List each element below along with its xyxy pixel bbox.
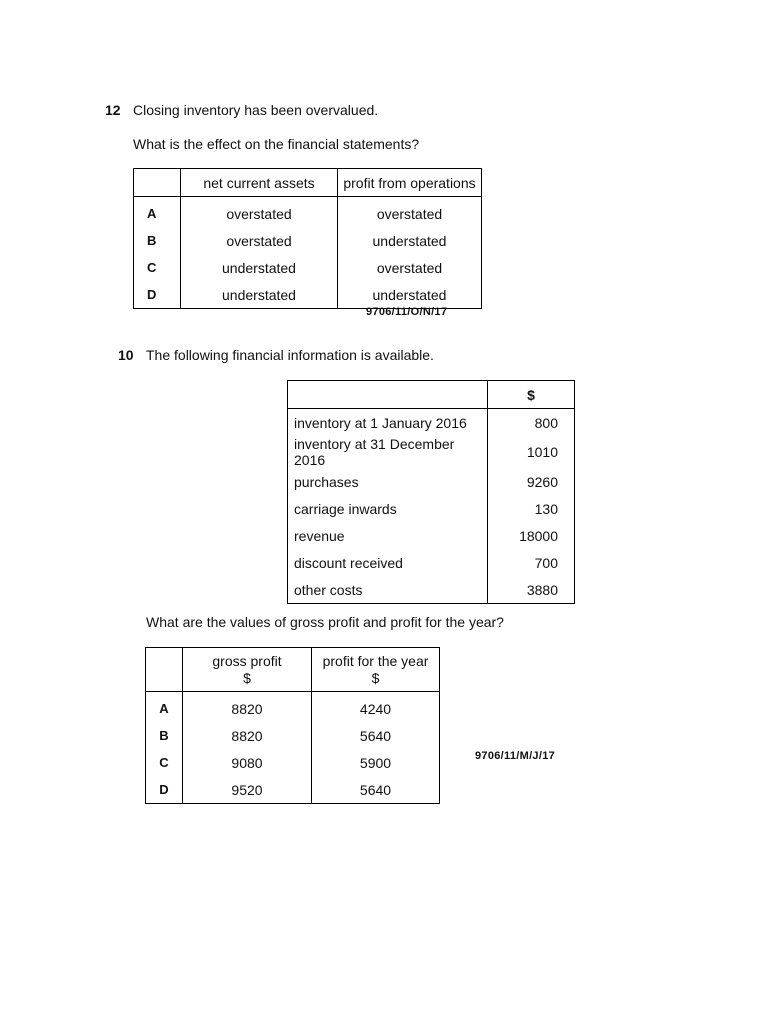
option-label: C <box>134 254 181 281</box>
header-blank-cell <box>134 169 181 197</box>
table-row <box>146 722 440 749</box>
table-row <box>288 549 575 576</box>
table-row <box>134 227 482 254</box>
table-header-row <box>134 169 482 197</box>
question-12-reference: 9706/11/O/N/17 <box>366 306 448 318</box>
item-value: 130 <box>534 500 558 517</box>
header-unit: $ <box>243 669 251 686</box>
table-row <box>288 468 575 495</box>
table-cell: overstated <box>181 200 338 227</box>
question-10-reference: 9706/11/M/J/17 <box>475 750 556 762</box>
header-currency: $ <box>488 381 575 409</box>
option-label: A <box>134 200 181 227</box>
table-row <box>134 254 482 281</box>
question-12-number: 12 <box>105 102 121 118</box>
question-12-stem: Closing inventory has been overvalued. <box>133 102 379 118</box>
question-10-prompt: What are the values of gross profit and profit for the year? <box>146 614 504 630</box>
table-row <box>146 695 440 722</box>
table-row <box>146 776 440 804</box>
table-cell: 4240 <box>359 700 392 717</box>
table-row <box>288 522 575 549</box>
header-net-current-assets: net current assets <box>181 169 338 197</box>
header-gross-profit <box>183 648 312 692</box>
header-profit-from-operations: profit from operations <box>338 169 482 197</box>
question-10-options-table <box>145 647 440 804</box>
table-cell: overstated <box>376 205 443 222</box>
table-cell: 5900 <box>359 754 392 771</box>
header-title: profit for the year <box>322 652 429 669</box>
header-title: gross profit <box>212 652 282 669</box>
table-row <box>288 495 575 522</box>
table-header-row <box>288 381 575 409</box>
table-cell: overstated <box>181 227 338 254</box>
table-cell: 8820 <box>183 695 312 722</box>
table-row <box>288 576 575 604</box>
table-row <box>134 200 482 227</box>
header-unit: $ <box>371 669 380 686</box>
table-cell: 5640 <box>359 727 392 744</box>
table-cell: understated <box>181 254 338 281</box>
question-10-stem: The following financial information is available. <box>146 347 434 363</box>
table-cell: 8820 <box>183 722 312 749</box>
table-cell: 5640 <box>359 781 392 798</box>
option-label: B <box>134 227 181 254</box>
item-label: inventory at 1 January 2016 <box>288 409 488 437</box>
item-label: purchases <box>288 468 488 495</box>
table-cell: 9520 <box>183 776 312 804</box>
table-row <box>146 749 440 776</box>
item-label: other costs <box>288 576 488 604</box>
table-cell: understated <box>181 281 338 309</box>
table-row <box>288 436 575 468</box>
item-value: 18000 <box>519 527 558 544</box>
financial-information-table <box>287 380 575 604</box>
option-label: D <box>146 776 183 804</box>
option-label: D <box>134 281 181 309</box>
table-cell: 9080 <box>183 749 312 776</box>
item-label: revenue <box>288 522 488 549</box>
table-cell: overstated <box>376 259 443 276</box>
question-12-prompt: What is the effect on the financial statements? <box>133 136 420 152</box>
item-value: 800 <box>534 414 558 431</box>
item-label: inventory at 31 December 2016 <box>288 436 488 468</box>
header-profit-for-the-year <box>312 648 440 692</box>
item-label: discount received <box>288 549 488 576</box>
item-label: carriage inwards <box>288 495 488 522</box>
item-value: 1010 <box>526 444 558 460</box>
header-blank-cell <box>146 648 183 692</box>
header-blank-cell <box>288 381 488 409</box>
table-header-row <box>146 648 440 692</box>
question-12-options-table <box>133 168 482 309</box>
item-value: 700 <box>534 554 558 571</box>
question-10-number: 10 <box>118 347 134 363</box>
table-row <box>134 281 482 309</box>
table-cell: understated <box>372 232 447 249</box>
table-cell: understated <box>372 286 447 303</box>
option-label: A <box>146 695 183 722</box>
table-row <box>288 409 575 437</box>
option-label: B <box>146 722 183 749</box>
item-value: 9260 <box>526 473 558 490</box>
option-label: C <box>146 749 183 776</box>
item-value: 3880 <box>526 581 558 598</box>
